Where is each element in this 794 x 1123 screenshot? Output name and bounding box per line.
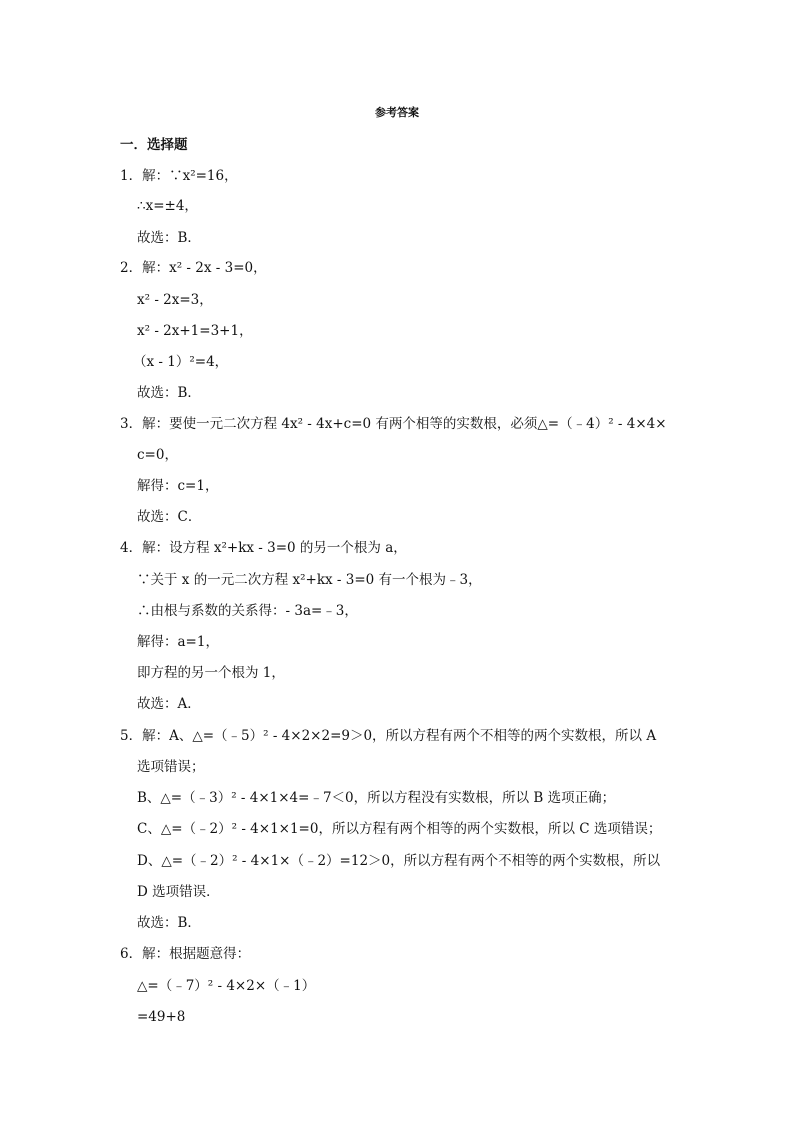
q6-line-1: 6．解：根据题意得：	[120, 946, 251, 962]
q2-line-4: （x - 1）²=4，	[133, 354, 229, 370]
q4-line-5: 即方程的另一个根为 1，	[137, 665, 285, 681]
q1-line-1: 1．解：∵x²=16，	[120, 168, 238, 184]
q3-line-2: c=0，	[137, 447, 178, 463]
q5-line-6: D 选项错误．	[137, 884, 220, 900]
q6-line-3: =49+8	[137, 1009, 186, 1025]
q4-line-1: 4．解：设方程 x²+kx - 3=0 的另一个根为 a，	[120, 540, 407, 556]
q4-line-6: 故选：A．	[137, 696, 201, 712]
q5-line-7: 故选：B．	[137, 915, 201, 931]
q5-line-3: B、△=（﹣3）² - 4×1×4=﹣7＜0，所以方程没有实数根，所以 B 选项正确；	[137, 790, 616, 806]
page-title: 参考答案	[375, 106, 419, 119]
q4-line-4: 解得：a=1，	[137, 634, 219, 650]
q3-line-3: 解得：c=1，	[137, 478, 219, 494]
q3-line-4: 故选：C．	[137, 509, 202, 525]
q2-line-1: 2．解：x² - 2x - 3=0，	[120, 260, 267, 276]
q2-line-2: x² - 2x=3，	[137, 292, 213, 308]
q5-line-4: C、△=（﹣2）² - 4×1×1=0，所以方程有两个相等的两个实数根，所以 C 选项错误；	[137, 821, 662, 837]
q5-line-5: D、△=（﹣2）² - 4×1×（﹣2）=12＞0，所以方程有两个不相等的两个实数根，所以	[137, 853, 661, 869]
q1-line-3: 故选：B．	[137, 230, 201, 246]
q4-line-3: ∴由根与系数的关系得：- 3a=﹣3，	[137, 603, 358, 619]
q5-line-1: 5．解：A、△=（﹣5）² - 4×2×2=9＞0，所以方程有两个不相等的两个实数根，所以 A	[120, 728, 657, 744]
q2-line-3: x² - 2x+1=3+1，	[137, 323, 253, 339]
q3-line-1: 3．解：要使一元二次方程 4x² - 4x+c=0 有两个相等的实数根，必须△=（﹣4）² - 4×4×	[120, 416, 667, 432]
section-heading: 一．选择题	[120, 137, 188, 153]
q6-line-2: △=（﹣7）² - 4×2×（﹣1）	[137, 978, 316, 994]
q5-line-2: 选项错误；	[137, 759, 205, 775]
q4-line-2: ∵关于 x 的一元二次方程 x²+kx - 3=0 有一个根为﹣3，	[137, 572, 482, 588]
q2-line-5: 故选：B．	[137, 385, 201, 401]
q1-line-2: ∴x=±4，	[137, 198, 198, 214]
